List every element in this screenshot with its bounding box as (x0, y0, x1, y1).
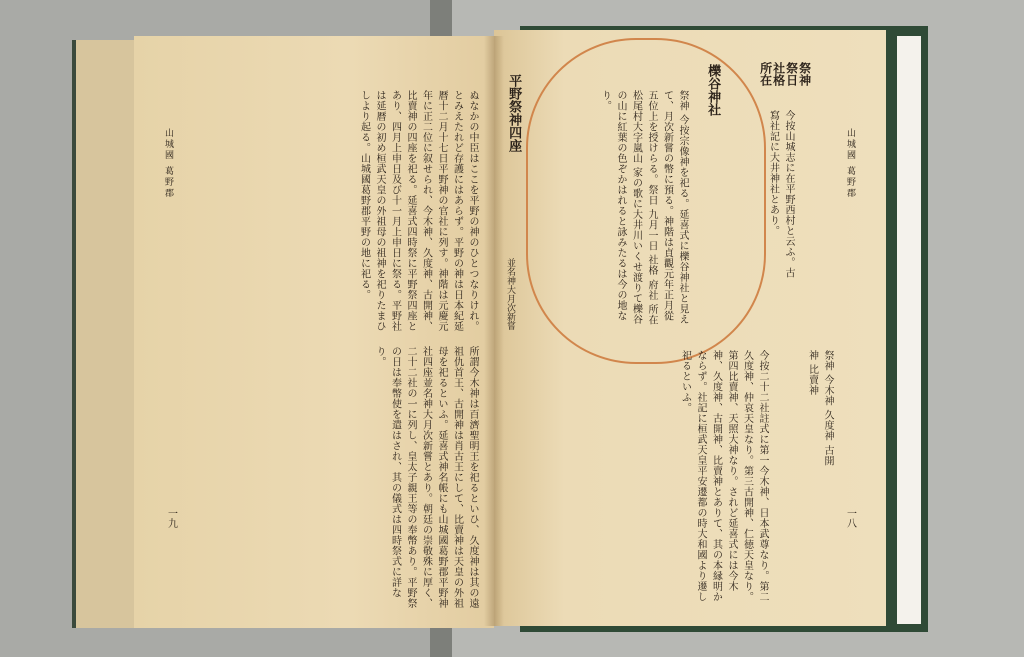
bottom-heading: 平野祭神四座 (506, 74, 522, 152)
right-bottom-text: 今按二十二社註式に第一今木神、日本武尊なり。第二久度神、仲哀天皇なり。第三古開神、仁徳天皇なり。第四比賣神、天照大神なり。されど延喜式には今木神、久度神、古開神、比賣神とありて、其の本縁明かならず。社記に桓武天皇平安遷都の時大和國より遷し祀るといふ。 (679, 350, 768, 602)
page-edges-left (72, 40, 138, 628)
circled-text: 祭神 今按宗像神を祀る。延喜式に櫟谷神社と見えて、月次新嘗の幣に預る。神階は貞觀元年正月從五位上を授けらる。祭日 九月一日 社格 府社 所在 松尾村大字嵐山 家の歌に大井川いくせ渡りて櫟谷の山に紅葉の色ぞかはれると詠みたるは今の地なり。 (599, 90, 688, 326)
section-head-sairitsu: 祭日 (784, 62, 799, 86)
bottom-right-text: 祭神 今木神 久度神 古開神 比賣神 (806, 350, 833, 467)
right-page-number: 一八 (844, 508, 856, 528)
page-edges-right (897, 36, 921, 624)
top-right-text: 今按山城志に在平野西村と云ふ。古寫社記に大井神社とあり。 (767, 110, 794, 278)
left-top-text: ぬなかの中臣はここを平野の神のひとつなりけれ。とみえたれど存護にはあらず。平野の神は日本紀延暦十二月十七日平野神の官社に列す。神階は元慶元年に正二位に叙せられ、今木神、久度神、古開神、比賣神の四座を祀る。延喜式四時祭に平野祭四座とあり、四月上申日及び十一月上申日に祭る。平野社は延暦の初め桓武天皇の外祖母の祖神を祀りたまひしより起る。山城國葛野郡平野の地に祀る。 (358, 90, 478, 332)
bottom-heading-note: 並名神大月次新嘗 (504, 258, 515, 330)
section-head-saishin: 祭神 (797, 62, 812, 86)
book-gutter (484, 36, 504, 626)
left-bottom-text: 所謂今木神は百濟聖明王を祀るといひ、久度神は其の遠祖仇首王、古開神は肖古王にして、比賣神は天皇の外祖母を祀るといふ。延喜式神名帳にも山城國葛野郡平野神社四座並名神大月次新嘗とあり。朝廷の崇敬殊に厚く、二十二社の一に列し、皇太子親王等の奉幣あり。平野祭の日は奉幣使を遣はされ、其の儀式は四時祭式に詳なり。 (374, 346, 478, 609)
section-head-shozai: 所在 (758, 62, 773, 86)
left-running-head: 山城國 葛野郡 (162, 128, 173, 199)
circled-title: 櫟谷神社 (705, 64, 721, 116)
right-running-head: 山城國 葛野郡 (845, 128, 855, 199)
section-head-shakaku: 社格 (771, 62, 786, 86)
left-page-number: 一九 (165, 508, 177, 528)
